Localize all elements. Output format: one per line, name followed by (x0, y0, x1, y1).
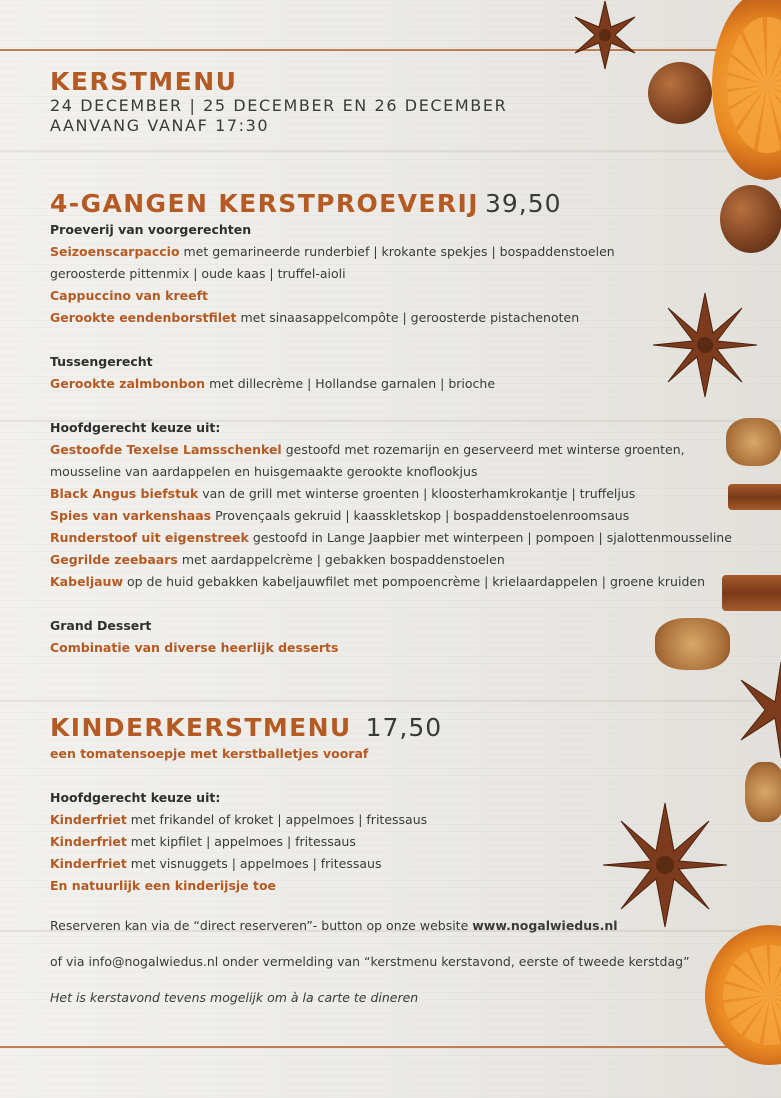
dish-description: met gemarineerde runderbief | krokante spekjes | bospaddenstoelen (179, 244, 615, 259)
menu-line (50, 285, 740, 307)
dish-name: Black Angus biefstuk (50, 486, 199, 501)
tasting-menu-price: 39,50 (484, 189, 562, 218)
kids-menu-title: KINDERKERSTMENU (50, 713, 352, 742)
dish-name: Kabeljauw (50, 574, 123, 589)
menu-dates: 24 DECEMBER | 25 DECEMBER EN 26 DECEMBER (50, 96, 508, 115)
dish-description: met aardappelcrème | gebakken bospaddenstoelen (177, 552, 505, 567)
dish-name: een tomatensoepje met kerstballetjes vooraf (50, 746, 369, 761)
dish-name: Cappuccino van kreeft (50, 288, 209, 303)
dish-description: Provençaals gekruid | kaasskletskop | bospaddenstoelenroomsaus (211, 508, 630, 523)
dish-name: Runderstoof uit eigenstreek (50, 530, 249, 545)
dish-name: Kinderfriet (50, 834, 127, 849)
menu-start-time: AANVANG VANAF 17:30 (50, 116, 270, 135)
menu-line (50, 373, 740, 395)
menu-line (50, 241, 740, 263)
menu-line (50, 263, 740, 285)
kids-main-course-label: Hoofdgerecht keuze uit: (50, 790, 221, 805)
menu-line (50, 505, 740, 527)
kids-menu-price: 17,50 (365, 713, 443, 742)
dish-name: Kinderfriet (50, 856, 127, 871)
menu-line (50, 875, 740, 897)
star-anise-icon (735, 660, 781, 760)
page-title: KERSTMENU (50, 67, 238, 96)
dish-description: met sinaasappelcompôte | geroosterde pistachenoten (236, 310, 580, 325)
dish-description: op de huid gebakken kabeljauwfilet met pompoencrème | krielaardappelen | groene kruiden (123, 574, 706, 589)
dish-description: met frikandel of kroket | appelmoes | fritessaus (126, 812, 428, 827)
dish-name: Gestoofde Texelse Lamsschenkel (50, 442, 282, 457)
tasting-menu-heading (50, 189, 740, 219)
walnut-icon (745, 762, 781, 822)
dish-name: Gerookte zalmbonbon (50, 376, 206, 391)
menu-line (50, 549, 740, 571)
menu-line (50, 527, 740, 549)
email-line: of via info@nogalwiedus.nl onder vermelding van “kerstmenu kerstavond, eerste of tweede kerstdag” (50, 954, 690, 969)
dish-description: gestoofd in Lange Jaapbier met winterpeen | pompoen | sjalottenmousseline (248, 530, 732, 545)
intermediate-label: Tussengerecht (50, 354, 153, 369)
menu-line (50, 461, 740, 483)
menu-line (50, 831, 740, 853)
dish-name: Gegrilde zeebaars (50, 552, 178, 567)
tasting-menu-title: 4-GANGEN KERSTPROEVERIJ (50, 189, 479, 218)
a-la-carte-note: Het is kerstavond tevens mogelijk om à la carte te dineren (50, 990, 419, 1005)
dish-name: En natuurlijk een kinderijsje toe (50, 878, 277, 893)
main-course-label: Hoofdgerecht keuze uit: (50, 420, 221, 435)
menu-line (50, 439, 740, 461)
dessert-label: Grand Dessert (50, 618, 152, 633)
dish-name: Gerookte eendenborstfilet (50, 310, 237, 325)
kids-menu-heading (50, 713, 740, 743)
reservation-line (50, 915, 740, 937)
dish-name: Spies van varkenshaas (50, 508, 212, 523)
star-anise-icon (560, 0, 650, 70)
website-link[interactable]: www.nogalwiedus.nl (472, 918, 618, 933)
menu-line (50, 743, 740, 765)
menu-line (50, 571, 740, 593)
reservation-text: Reserveren kan via de “direct reserveren”- button op onze website (50, 918, 473, 933)
menu-line (50, 853, 740, 875)
dish-description: met kipfilet | appelmoes | fritessaus (126, 834, 356, 849)
menu-line (50, 637, 740, 659)
dish-description: gestoofd met rozemarijn en geserveerd met winterse groenten, (281, 442, 685, 457)
menu-line (50, 307, 740, 329)
dish-description: van de grill met winterse groenten | kloosterhamkrokantje | truffeljus (198, 486, 636, 501)
dish-description: met visnuggets | appelmoes | fritessaus (126, 856, 382, 871)
top-rule (0, 49, 781, 51)
dish-name: Kinderfriet (50, 812, 127, 827)
dish-description: mousseline van aardappelen en huisgemaakte gerookte knoflookjus (50, 464, 478, 479)
dish-name: Seizoenscarpaccio (50, 244, 180, 259)
dish-description: geroosterde pittenmix | oude kaas | truffel-aioli (50, 266, 346, 281)
menu-content (50, 68, 740, 1009)
menu-line (50, 809, 740, 831)
bottom-rule (0, 1046, 781, 1048)
starters-label: Proeverij van voorgerechten (50, 222, 252, 237)
dish-name: Combinatie van diverse heerlijk desserts (50, 640, 339, 655)
menu-line (50, 483, 740, 505)
dish-description: met dillecrème | Hollandse garnalen | brioche (205, 376, 496, 391)
